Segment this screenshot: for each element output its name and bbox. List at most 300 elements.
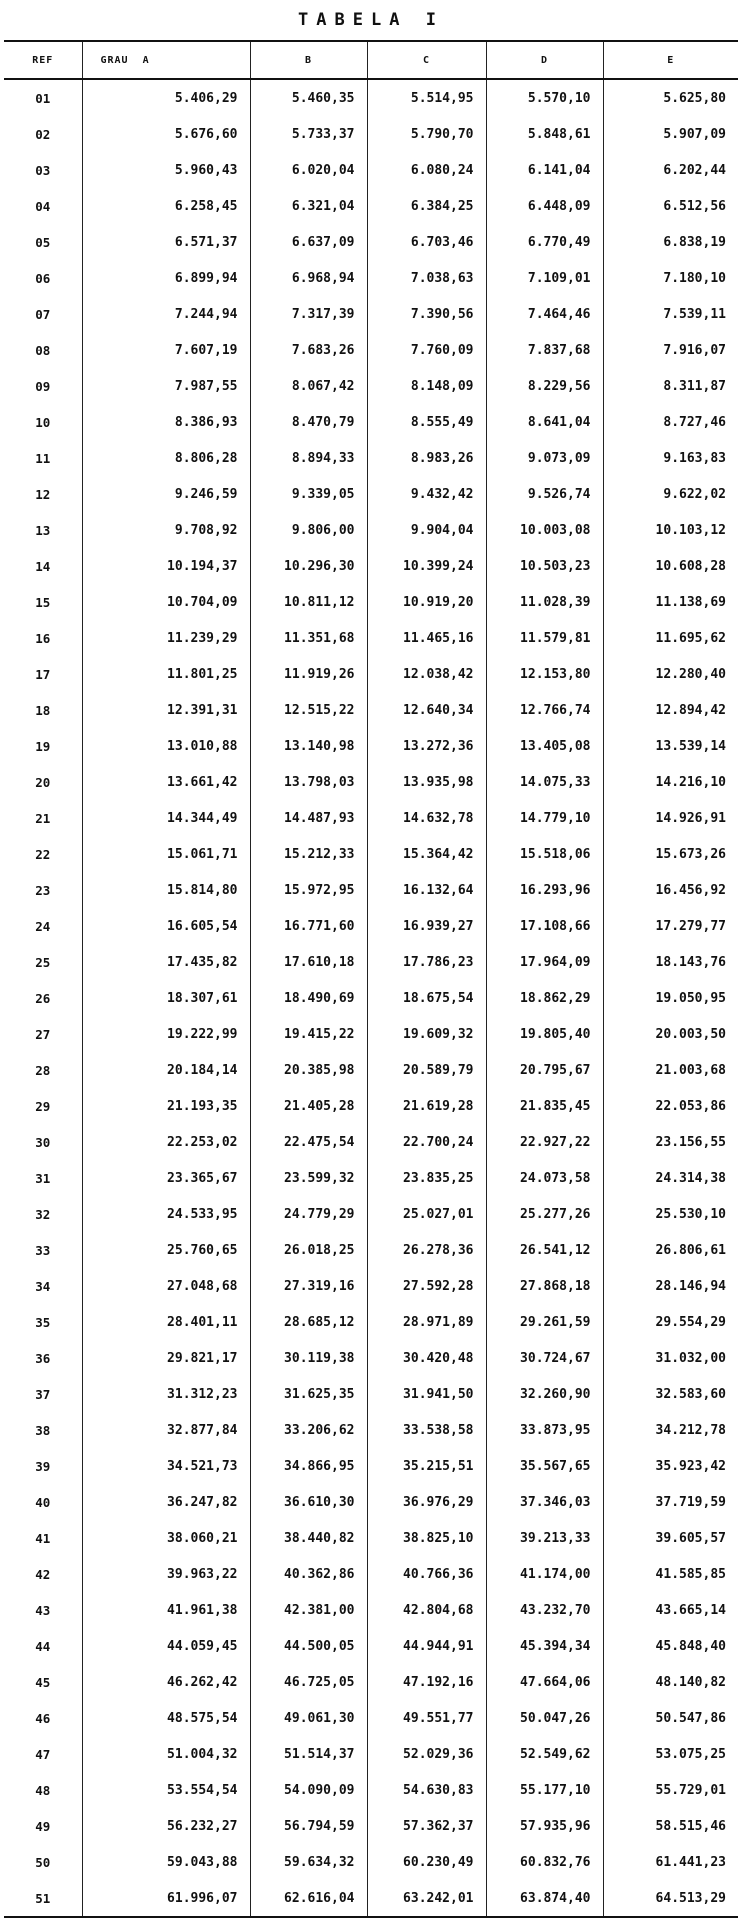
cell-d: 9.526,74 (486, 476, 603, 512)
cell-grau-a: 8.806,28 (82, 440, 250, 476)
cell-b: 23.599,32 (250, 1160, 367, 1196)
cell-d: 10.003,08 (486, 512, 603, 548)
cell-c: 6.384,25 (367, 188, 486, 224)
cell-ref: 12 (4, 476, 82, 512)
cell-d: 7.464,46 (486, 296, 603, 332)
cell-d: 12.766,74 (486, 692, 603, 728)
cell-ref: 49 (4, 1808, 82, 1844)
table-row (4, 836, 738, 872)
cell-b: 9.806,00 (250, 512, 367, 548)
cell-b: 6.637,09 (250, 224, 367, 260)
table-row (4, 116, 738, 152)
cell-b: 9.339,05 (250, 476, 367, 512)
cell-e: 6.838,19 (603, 224, 738, 260)
cell-c: 44.944,91 (367, 1628, 486, 1664)
cell-b: 46.725,05 (250, 1664, 367, 1700)
cell-d: 20.795,67 (486, 1052, 603, 1088)
cell-c: 38.825,10 (367, 1520, 486, 1556)
cell-c: 49.551,77 (367, 1700, 486, 1736)
cell-b: 17.610,18 (250, 944, 367, 980)
cell-d: 6.770,49 (486, 224, 603, 260)
cell-e: 43.665,14 (603, 1592, 738, 1628)
cell-ref: 06 (4, 260, 82, 296)
cell-e: 5.907,09 (603, 116, 738, 152)
cell-ref: 47 (4, 1736, 82, 1772)
cell-c: 15.364,42 (367, 836, 486, 872)
cell-d: 7.109,01 (486, 260, 603, 296)
cell-d: 17.108,66 (486, 908, 603, 944)
table-row (4, 476, 738, 512)
cell-b: 10.296,30 (250, 548, 367, 584)
cell-b: 6.968,94 (250, 260, 367, 296)
cell-c: 8.555,49 (367, 404, 486, 440)
cell-ref: 08 (4, 332, 82, 368)
cell-grau-a: 46.262,42 (82, 1664, 250, 1700)
cell-d: 60.832,76 (486, 1844, 603, 1880)
cell-c: 33.538,58 (367, 1412, 486, 1448)
cell-d: 18.862,29 (486, 980, 603, 1016)
cell-grau-a: 25.760,65 (82, 1232, 250, 1268)
cell-grau-a: 12.391,31 (82, 692, 250, 728)
table-row (4, 1052, 738, 1088)
cell-b: 10.811,12 (250, 584, 367, 620)
cell-grau-a: 24.533,95 (82, 1196, 250, 1232)
cell-ref: 16 (4, 620, 82, 656)
cell-e: 6.512,56 (603, 188, 738, 224)
cell-c: 16.132,64 (367, 872, 486, 908)
cell-b: 7.683,26 (250, 332, 367, 368)
cell-grau-a: 5.406,29 (82, 79, 250, 116)
table-row (4, 692, 738, 728)
cell-grau-a: 51.004,32 (82, 1736, 250, 1772)
cell-e: 8.727,46 (603, 404, 738, 440)
cell-ref: 40 (4, 1484, 82, 1520)
cell-grau-a: 13.661,42 (82, 764, 250, 800)
cell-d: 24.073,58 (486, 1160, 603, 1196)
cell-e: 10.103,12 (603, 512, 738, 548)
table-row (4, 512, 738, 548)
cell-d: 17.964,09 (486, 944, 603, 980)
cell-d: 14.075,33 (486, 764, 603, 800)
cell-e: 12.894,42 (603, 692, 738, 728)
cell-grau-a: 6.899,94 (82, 260, 250, 296)
cell-c: 7.760,09 (367, 332, 486, 368)
table-row (4, 1088, 738, 1124)
cell-c: 22.700,24 (367, 1124, 486, 1160)
cell-e: 22.053,86 (603, 1088, 738, 1124)
cell-e: 9.163,83 (603, 440, 738, 476)
cell-grau-a: 5.960,43 (82, 152, 250, 188)
table-row (4, 1664, 738, 1700)
cell-ref: 24 (4, 908, 82, 944)
cell-c: 5.790,70 (367, 116, 486, 152)
cell-e: 31.032,00 (603, 1340, 738, 1376)
cell-grau-a: 16.605,54 (82, 908, 250, 944)
cell-e: 9.622,02 (603, 476, 738, 512)
cell-ref: 14 (4, 548, 82, 584)
cell-grau-a: 53.554,54 (82, 1772, 250, 1808)
table-row (4, 1340, 738, 1376)
cell-c: 12.640,34 (367, 692, 486, 728)
cell-e: 32.583,60 (603, 1376, 738, 1412)
cell-d: 11.579,81 (486, 620, 603, 656)
cell-grau-a: 15.061,71 (82, 836, 250, 872)
cell-d: 16.293,96 (486, 872, 603, 908)
cell-d: 15.518,06 (486, 836, 603, 872)
table-row (4, 1376, 738, 1412)
cell-c: 36.976,29 (367, 1484, 486, 1520)
cell-grau-a: 38.060,21 (82, 1520, 250, 1556)
header-e: E (603, 41, 738, 79)
cell-b: 34.866,95 (250, 1448, 367, 1484)
cell-d: 14.779,10 (486, 800, 603, 836)
table-row (4, 296, 738, 332)
cell-grau-a: 7.607,19 (82, 332, 250, 368)
header-grau-a: GRAU A (82, 41, 250, 79)
cell-grau-a: 10.194,37 (82, 548, 250, 584)
cell-ref: 15 (4, 584, 82, 620)
cell-grau-a: 20.184,14 (82, 1052, 250, 1088)
cell-grau-a: 7.987,55 (82, 368, 250, 404)
table-title: TABELA I (298, 10, 444, 30)
cell-c: 26.278,36 (367, 1232, 486, 1268)
cell-ref: 10 (4, 404, 82, 440)
cell-d: 19.805,40 (486, 1016, 603, 1052)
table-row (4, 548, 738, 584)
table-body (4, 79, 738, 1917)
cell-b: 14.487,93 (250, 800, 367, 836)
cell-b: 19.415,22 (250, 1016, 367, 1052)
cell-ref: 50 (4, 1844, 82, 1880)
cell-c: 25.027,01 (367, 1196, 486, 1232)
cell-d: 13.405,08 (486, 728, 603, 764)
cell-b: 8.067,42 (250, 368, 367, 404)
cell-e: 61.441,23 (603, 1844, 738, 1880)
cell-d: 39.213,33 (486, 1520, 603, 1556)
cell-grau-a: 9.246,59 (82, 476, 250, 512)
cell-b: 24.779,29 (250, 1196, 367, 1232)
cell-e: 17.279,77 (603, 908, 738, 944)
cell-ref: 32 (4, 1196, 82, 1232)
cell-ref: 34 (4, 1268, 82, 1304)
cell-grau-a: 9.708,92 (82, 512, 250, 548)
table-row (4, 152, 738, 188)
table-row (4, 79, 738, 116)
cell-b: 5.733,37 (250, 116, 367, 152)
cell-e: 7.916,07 (603, 332, 738, 368)
table-row (4, 260, 738, 296)
cell-c: 14.632,78 (367, 800, 486, 836)
cell-b: 15.212,33 (250, 836, 367, 872)
cell-b: 12.515,22 (250, 692, 367, 728)
cell-c: 52.029,36 (367, 1736, 486, 1772)
cell-ref: 09 (4, 368, 82, 404)
cell-d: 35.567,65 (486, 1448, 603, 1484)
cell-b: 30.119,38 (250, 1340, 367, 1376)
cell-grau-a: 23.365,67 (82, 1160, 250, 1196)
cell-ref: 17 (4, 656, 82, 692)
table-row (4, 1520, 738, 1556)
cell-c: 20.589,79 (367, 1052, 486, 1088)
cell-b: 22.475,54 (250, 1124, 367, 1160)
cell-d: 50.047,26 (486, 1700, 603, 1736)
cell-e: 20.003,50 (603, 1016, 738, 1052)
cell-e: 5.625,80 (603, 79, 738, 116)
cell-ref: 36 (4, 1340, 82, 1376)
cell-grau-a: 10.704,09 (82, 584, 250, 620)
header-row (4, 41, 738, 79)
cell-e: 48.140,82 (603, 1664, 738, 1700)
cell-ref: 42 (4, 1556, 82, 1592)
cell-d: 6.448,09 (486, 188, 603, 224)
cell-c: 27.592,28 (367, 1268, 486, 1304)
cell-grau-a: 61.996,07 (82, 1880, 250, 1917)
cell-ref: 19 (4, 728, 82, 764)
cell-d: 25.277,26 (486, 1196, 603, 1232)
cell-grau-a: 22.253,02 (82, 1124, 250, 1160)
cell-d: 6.141,04 (486, 152, 603, 188)
table-row (4, 764, 738, 800)
cell-e: 37.719,59 (603, 1484, 738, 1520)
cell-grau-a: 6.571,37 (82, 224, 250, 260)
cell-e: 11.695,62 (603, 620, 738, 656)
cell-e: 19.050,95 (603, 980, 738, 1016)
table-row (4, 620, 738, 656)
cell-b: 7.317,39 (250, 296, 367, 332)
cell-b: 5.460,35 (250, 79, 367, 116)
cell-grau-a: 41.961,38 (82, 1592, 250, 1628)
table-row (4, 1484, 738, 1520)
cell-e: 41.585,85 (603, 1556, 738, 1592)
salary-table (4, 40, 738, 1918)
cell-d: 8.229,56 (486, 368, 603, 404)
cell-grau-a: 5.676,60 (82, 116, 250, 152)
cell-b: 54.090,09 (250, 1772, 367, 1808)
cell-c: 40.766,36 (367, 1556, 486, 1592)
table-row (4, 1700, 738, 1736)
cell-c: 6.080,24 (367, 152, 486, 188)
cell-c: 57.362,37 (367, 1808, 486, 1844)
cell-grau-a: 48.575,54 (82, 1700, 250, 1736)
cell-b: 13.798,03 (250, 764, 367, 800)
cell-b: 59.634,32 (250, 1844, 367, 1880)
cell-ref: 03 (4, 152, 82, 188)
cell-ref: 45 (4, 1664, 82, 1700)
header-c: C (367, 41, 486, 79)
cell-d: 63.874,40 (486, 1880, 603, 1917)
cell-c: 7.038,63 (367, 260, 486, 296)
cell-e: 55.729,01 (603, 1772, 738, 1808)
cell-grau-a: 13.010,88 (82, 728, 250, 764)
table-row (4, 1808, 738, 1844)
cell-c: 42.804,68 (367, 1592, 486, 1628)
cell-ref: 13 (4, 512, 82, 548)
table-row (4, 1412, 738, 1448)
cell-e: 39.605,57 (603, 1520, 738, 1556)
cell-b: 11.351,68 (250, 620, 367, 656)
cell-c: 8.148,09 (367, 368, 486, 404)
table-row (4, 1304, 738, 1340)
cell-c: 23.835,25 (367, 1160, 486, 1196)
cell-d: 41.174,00 (486, 1556, 603, 1592)
cell-c: 6.703,46 (367, 224, 486, 260)
cell-grau-a: 44.059,45 (82, 1628, 250, 1664)
cell-ref: 01 (4, 79, 82, 116)
cell-e: 26.806,61 (603, 1232, 738, 1268)
cell-ref: 46 (4, 1700, 82, 1736)
cell-d: 5.570,10 (486, 79, 603, 116)
cell-grau-a: 59.043,88 (82, 1844, 250, 1880)
cell-ref: 44 (4, 1628, 82, 1664)
cell-e: 11.138,69 (603, 584, 738, 620)
table-row (4, 1160, 738, 1196)
cell-c: 31.941,50 (367, 1376, 486, 1412)
cell-ref: 20 (4, 764, 82, 800)
cell-e: 13.539,14 (603, 728, 738, 764)
cell-c: 10.919,20 (367, 584, 486, 620)
cell-ref: 38 (4, 1412, 82, 1448)
table-row (4, 1736, 738, 1772)
cell-d: 11.028,39 (486, 584, 603, 620)
cell-d: 30.724,67 (486, 1340, 603, 1376)
cell-d: 22.927,22 (486, 1124, 603, 1160)
cell-ref: 23 (4, 872, 82, 908)
cell-c: 5.514,95 (367, 79, 486, 116)
table-row (4, 1196, 738, 1232)
cell-c: 35.215,51 (367, 1448, 486, 1484)
cell-grau-a: 19.222,99 (82, 1016, 250, 1052)
cell-b: 6.321,04 (250, 188, 367, 224)
cell-b: 13.140,98 (250, 728, 367, 764)
cell-ref: 43 (4, 1592, 82, 1628)
cell-d: 55.177,10 (486, 1772, 603, 1808)
cell-d: 52.549,62 (486, 1736, 603, 1772)
cell-c: 47.192,16 (367, 1664, 486, 1700)
cell-grau-a: 36.247,82 (82, 1484, 250, 1520)
cell-grau-a: 28.401,11 (82, 1304, 250, 1340)
cell-c: 9.904,04 (367, 512, 486, 548)
cell-c: 13.272,36 (367, 728, 486, 764)
cell-ref: 25 (4, 944, 82, 980)
table-row (4, 872, 738, 908)
cell-grau-a: 56.232,27 (82, 1808, 250, 1844)
header-b: B (250, 41, 367, 79)
cell-grau-a: 32.877,84 (82, 1412, 250, 1448)
cell-c: 11.465,16 (367, 620, 486, 656)
table-header (4, 41, 738, 79)
cell-e: 29.554,29 (603, 1304, 738, 1340)
cell-d: 29.261,59 (486, 1304, 603, 1340)
cell-grau-a: 6.258,45 (82, 188, 250, 224)
cell-ref: 28 (4, 1052, 82, 1088)
cell-b: 38.440,82 (250, 1520, 367, 1556)
header-d: D (486, 41, 603, 79)
cell-d: 7.837,68 (486, 332, 603, 368)
cell-d: 10.503,23 (486, 548, 603, 584)
cell-ref: 02 (4, 116, 82, 152)
table-row (4, 980, 738, 1016)
cell-b: 16.771,60 (250, 908, 367, 944)
cell-ref: 26 (4, 980, 82, 1016)
cell-ref: 30 (4, 1124, 82, 1160)
table-row (4, 1448, 738, 1484)
cell-d: 26.541,12 (486, 1232, 603, 1268)
cell-ref: 51 (4, 1880, 82, 1917)
table-row (4, 1628, 738, 1664)
cell-e: 7.539,11 (603, 296, 738, 332)
cell-b: 42.381,00 (250, 1592, 367, 1628)
cell-c: 54.630,83 (367, 1772, 486, 1808)
cell-e: 45.848,40 (603, 1628, 738, 1664)
cell-ref: 33 (4, 1232, 82, 1268)
cell-d: 47.664,06 (486, 1664, 603, 1700)
table-row (4, 404, 738, 440)
cell-c: 21.619,28 (367, 1088, 486, 1124)
table-row (4, 584, 738, 620)
cell-e: 10.608,28 (603, 548, 738, 584)
cell-c: 28.971,89 (367, 1304, 486, 1340)
table-row (4, 224, 738, 260)
table-row (4, 908, 738, 944)
cell-e: 7.180,10 (603, 260, 738, 296)
cell-grau-a: 7.244,94 (82, 296, 250, 332)
cell-c: 13.935,98 (367, 764, 486, 800)
table-row (4, 728, 738, 764)
cell-grau-a: 8.386,93 (82, 404, 250, 440)
cell-ref: 11 (4, 440, 82, 476)
table-row (4, 368, 738, 404)
cell-b: 20.385,98 (250, 1052, 367, 1088)
cell-b: 18.490,69 (250, 980, 367, 1016)
cell-c: 19.609,32 (367, 1016, 486, 1052)
cell-b: 11.919,26 (250, 656, 367, 692)
cell-ref: 22 (4, 836, 82, 872)
cell-e: 25.530,10 (603, 1196, 738, 1232)
cell-b: 21.405,28 (250, 1088, 367, 1124)
cell-e: 8.311,87 (603, 368, 738, 404)
cell-d: 9.073,09 (486, 440, 603, 476)
cell-e: 58.515,46 (603, 1808, 738, 1844)
cell-ref: 04 (4, 188, 82, 224)
cell-c: 18.675,54 (367, 980, 486, 1016)
cell-d: 45.394,34 (486, 1628, 603, 1664)
cell-e: 35.923,42 (603, 1448, 738, 1484)
cell-d: 33.873,95 (486, 1412, 603, 1448)
cell-ref: 27 (4, 1016, 82, 1052)
cell-ref: 37 (4, 1376, 82, 1412)
cell-e: 28.146,94 (603, 1268, 738, 1304)
cell-d: 8.641,04 (486, 404, 603, 440)
table-row (4, 1016, 738, 1052)
table-row (4, 1592, 738, 1628)
cell-e: 14.216,10 (603, 764, 738, 800)
table-row (4, 1232, 738, 1268)
cell-grau-a: 11.801,25 (82, 656, 250, 692)
cell-c: 30.420,48 (367, 1340, 486, 1376)
cell-c: 63.242,01 (367, 1880, 486, 1917)
cell-b: 8.894,33 (250, 440, 367, 476)
cell-b: 33.206,62 (250, 1412, 367, 1448)
cell-grau-a: 11.239,29 (82, 620, 250, 656)
cell-b: 36.610,30 (250, 1484, 367, 1520)
cell-b: 40.362,86 (250, 1556, 367, 1592)
cell-c: 60.230,49 (367, 1844, 486, 1880)
cell-ref: 05 (4, 224, 82, 260)
cell-d: 57.935,96 (486, 1808, 603, 1844)
table-row (4, 440, 738, 476)
cell-d: 12.153,80 (486, 656, 603, 692)
cell-c: 12.038,42 (367, 656, 486, 692)
